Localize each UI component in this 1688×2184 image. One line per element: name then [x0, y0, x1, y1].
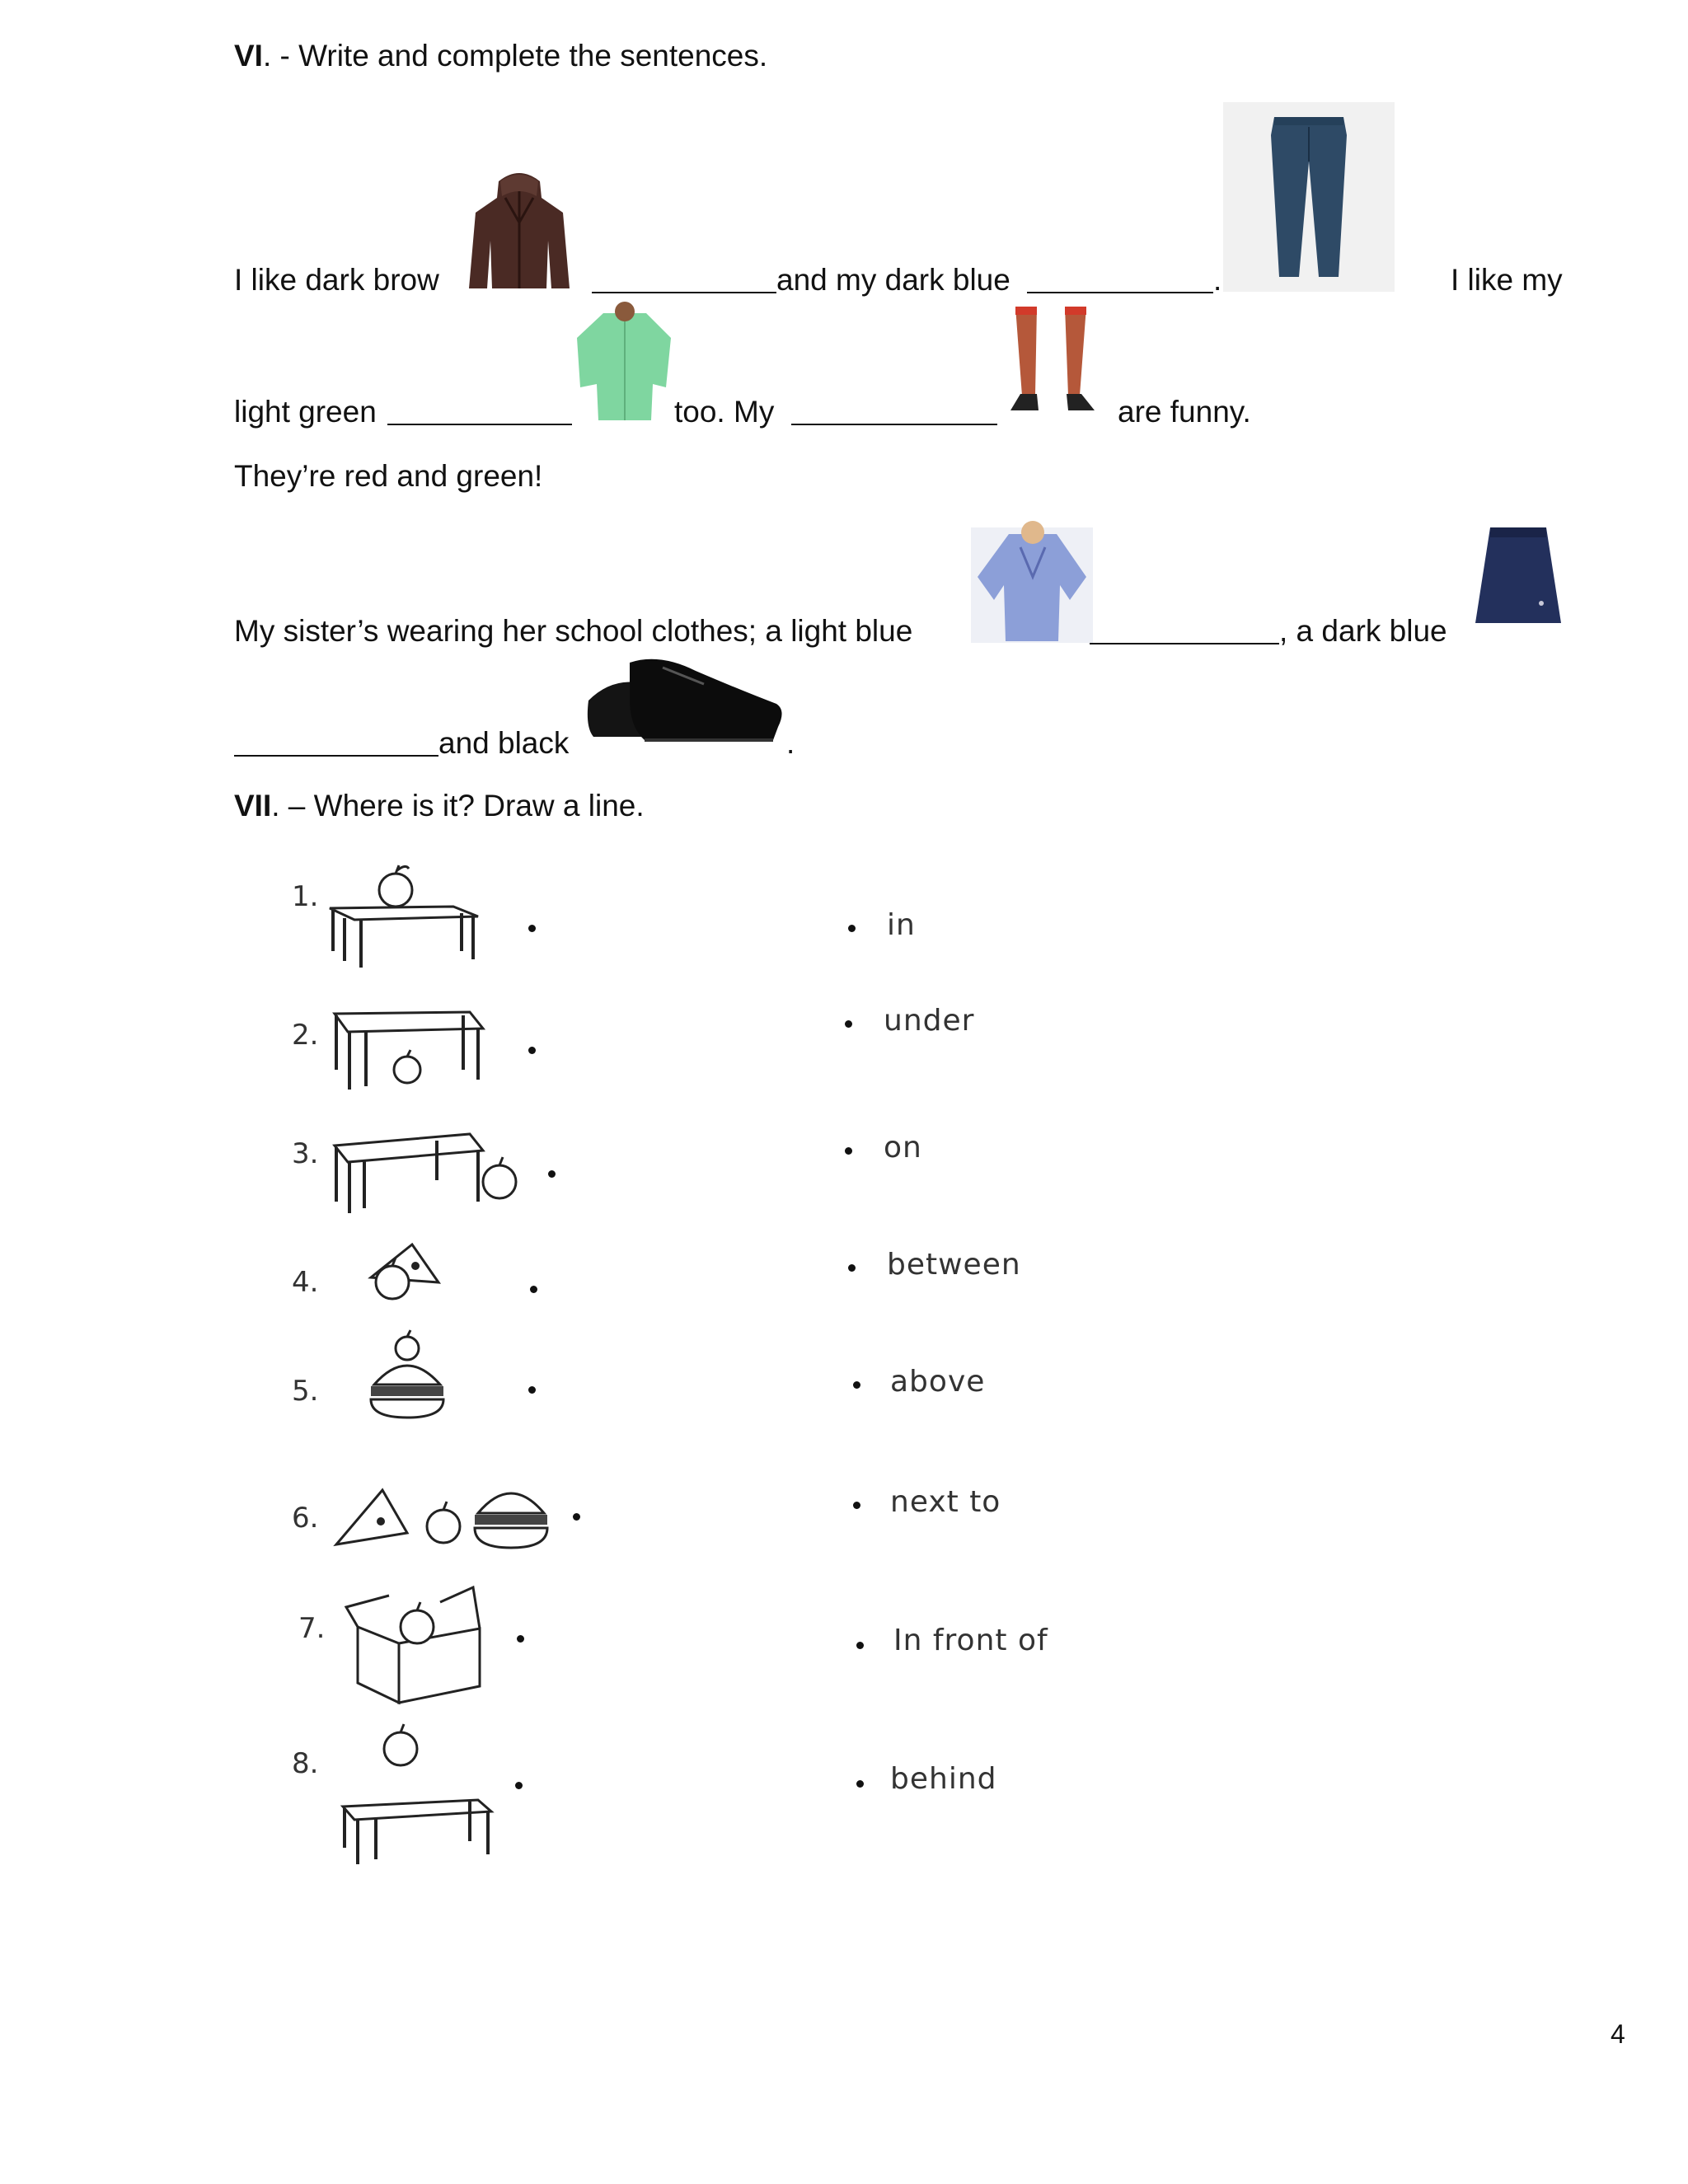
word-in: in — [887, 908, 916, 942]
picture-1-apple-on-table — [321, 859, 486, 974]
blouse-picture — [971, 527, 1093, 643]
section-7-title: . – Where is it? Draw a line. — [271, 789, 645, 823]
skirt-icon — [1472, 524, 1564, 635]
apple-icon — [394, 1050, 420, 1083]
table-icon — [330, 907, 478, 968]
apple-icon — [401, 1602, 434, 1643]
apple-icon — [427, 1502, 460, 1543]
shoes-icon — [580, 651, 786, 758]
picture-4-apple-in-front-of-pizza — [354, 1236, 453, 1310]
sentence-1-middle: and my dark blue — [776, 263, 1010, 297]
section-6-heading — [234, 38, 767, 74]
pizza-icon — [336, 1490, 407, 1544]
picture-7-apple-in-box — [341, 1579, 490, 1703]
word-on: on — [884, 1131, 922, 1165]
picture-8-apple-above-table — [338, 1719, 503, 1884]
sentence-3: They’re red and green! — [234, 459, 543, 493]
match-dot-right-4[interactable] — [848, 1264, 856, 1272]
sentence-1-end: I like my — [1451, 263, 1563, 297]
burger-icon — [475, 1493, 547, 1548]
match-dot-right-2[interactable] — [845, 1020, 852, 1028]
answer-blank-2[interactable] — [1027, 262, 1213, 302]
item-number-6: 6. — [292, 1502, 319, 1535]
answer-blank-6[interactable] — [234, 725, 438, 765]
item-number-5: 5. — [292, 1375, 319, 1408]
picture-2-apple-under-table — [330, 1004, 495, 1103]
sentence-2-end: are funny. — [1118, 395, 1251, 429]
sentence-4-end: , a dark blue — [1279, 614, 1447, 648]
section-6-number: VI — [234, 39, 263, 73]
word-above: above — [890, 1365, 986, 1399]
apple-icon — [379, 865, 412, 907]
answer-blank-4[interactable] — [791, 394, 997, 434]
match-dot-left-5[interactable] — [528, 1386, 536, 1394]
item-number-4: 4. — [292, 1266, 319, 1299]
apple-icon — [396, 1330, 419, 1360]
apple-icon — [384, 1724, 417, 1765]
box-icon — [346, 1587, 480, 1703]
item-number-1: 1. — [292, 880, 319, 913]
sentence-1-start: I like dark brow — [234, 263, 439, 297]
table-icon — [335, 1134, 483, 1213]
word-behind: behind — [890, 1762, 997, 1796]
sentence-5-start: and black — [438, 726, 570, 760]
page-number: 4 — [1611, 2019, 1625, 2049]
sentence-1-period: . — [1213, 263, 1222, 297]
answer-blank-1[interactable] — [592, 262, 776, 302]
word-next-to: next to — [890, 1485, 1001, 1519]
table-icon — [343, 1800, 491, 1864]
section-7-number: VII — [234, 789, 272, 823]
match-dot-left-7[interactable] — [517, 1635, 524, 1643]
sentence-4-start: My sister’s wearing her school clothes; a light blue — [234, 614, 913, 648]
match-dot-right-5[interactable] — [853, 1381, 860, 1389]
match-dot-left-8[interactable] — [515, 1782, 523, 1789]
match-dot-right-7[interactable] — [856, 1642, 864, 1649]
match-dot-right-8[interactable] — [856, 1780, 864, 1788]
jacket-icon — [466, 165, 573, 293]
section-7-heading — [234, 788, 645, 824]
sentence-2-start: light green — [234, 395, 377, 429]
socks-icon — [997, 305, 1104, 429]
section-6-title: . - Write and complete the sentences. — [262, 39, 768, 73]
picture-5-apple-above-burger — [363, 1330, 453, 1429]
jeans-icon — [1223, 102, 1395, 292]
word-under: under — [884, 1004, 975, 1038]
burger-icon — [371, 1366, 443, 1418]
item-number-3: 3. — [292, 1137, 319, 1170]
match-dot-left-4[interactable] — [530, 1286, 537, 1293]
sentence-2-middle: too. My — [674, 395, 775, 429]
match-dot-left-2[interactable] — [528, 1047, 536, 1054]
answer-blank-3[interactable] — [387, 394, 572, 434]
item-number-2: 2. — [292, 1019, 319, 1052]
item-number-7: 7. — [298, 1612, 326, 1645]
jeans-picture — [1223, 102, 1395, 292]
word-in-front-of: In front of — [893, 1624, 1048, 1657]
picture-3-apple-next-to-table — [330, 1129, 528, 1228]
match-dot-right-1[interactable] — [848, 925, 856, 932]
sentence-5-period: . — [786, 726, 795, 760]
match-dot-left-1[interactable] — [528, 925, 536, 932]
match-dot-left-3[interactable] — [548, 1170, 556, 1178]
shirt-icon — [570, 305, 678, 424]
word-between: between — [887, 1248, 1021, 1282]
picture-6-apple-between — [333, 1469, 556, 1559]
apple-icon — [483, 1157, 516, 1198]
match-dot-left-6[interactable] — [573, 1513, 580, 1521]
item-number-8: 8. — [292, 1747, 319, 1780]
match-dot-right-6[interactable] — [853, 1502, 860, 1509]
answer-blank-5[interactable] — [1090, 613, 1279, 653]
blouse-icon — [971, 527, 1093, 643]
match-dot-right-3[interactable] — [845, 1147, 852, 1155]
